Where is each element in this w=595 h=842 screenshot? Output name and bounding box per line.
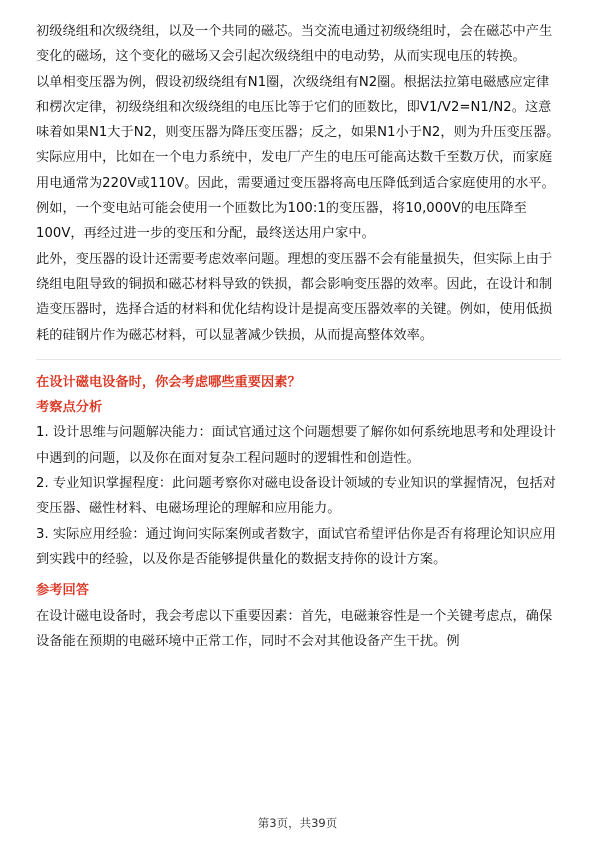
page-number-footer: 第3页，共39页 xyxy=(257,816,338,830)
answer-heading: 参考回答 xyxy=(36,583,89,599)
analysis-item: 3. 实际应用经验：通过询问实际案例或者数字，面试官希望评估你是否有将理论知识应用到实践中的经验，以及你是否能够提供量化的数据支持你的设计方案。 xyxy=(36,526,556,567)
page-content xyxy=(36,19,561,654)
body-paragraph: 以单相变压器为例，假设初级绕组有N1圈，次级绕组有N2圈。根据法拉第电磁感应定律和楞次定律，初级绕组和次级绕组的电压比等于它们的匝数比，即V1/V2=N1/N2。这意味着如果N1大于N2，则变压器为降压变压器；反之，如果N1小于N2，则为升压变压器。 xyxy=(36,74,560,141)
body-paragraph: 初级绕组和次级绕组，以及一个共同的磁芯。当交流电通过初级绕组时，会在磁芯中产生变化的磁场，这个变化的磁场又会引起次级绕组中的电动势，从而实现电压的转换。 xyxy=(36,24,553,65)
body-paragraph: 实际应用中，比如在一个电力系统中，发电厂产生的电压可能高达数千至数万伏，而家庭用电通常为220V或110V。因此，需要通过变压器将高电压降低到适合家庭使用的水平。例如，一个变电站可能会使用一个匝数比为100:1的变压器，将10,000V的电压降至100V，再经过进一步的变压和分配，最终送达用户家中。 xyxy=(36,150,555,242)
analysis-item: 2. 专业知识掌握程度：此问题考察你对磁电设备设计领域的专业知识的掌握情况，包括对变压器、磁性材料、电磁场理论的理解和应用能力。 xyxy=(36,476,556,517)
analysis-item: 1. 设计思维与问题解决能力：面试官通过这个问题想要了解你如何系统地思考和处理设计中遇到的问题，以及你在面对复杂工程问题时的逻辑性和创造性。 xyxy=(36,425,556,466)
analysis-heading: 考察点分析 xyxy=(36,400,103,416)
section-divider xyxy=(36,359,561,360)
body-paragraph: 此外，变压器的设计还需要考虑效率问题。理想的变压器不会有能量损失，但实际上由于绕组电阻导致的铜损和磁芯材料导致的铁损，都会影响变压器的效率。因此，在设计和制造变压器时，选择合适的材料和优化结构设计是提高变压器效率的关键。例如，使用低损耗的硅钢片作为磁芯材料，可以显著减少铁损，从而提高整体效率。 xyxy=(36,251,553,343)
answer-text: 在设计磁电设备时，我会考虑以下重要因素：首先，电磁兼容性是一个关键考虑点，确保设备能在预期的电磁环境中正常工作，同时不会对其他设备产生干扰。例 xyxy=(36,608,553,649)
interview-question: 在设计磁电设备时，你会考虑哪些重要因素？ xyxy=(36,374,301,390)
